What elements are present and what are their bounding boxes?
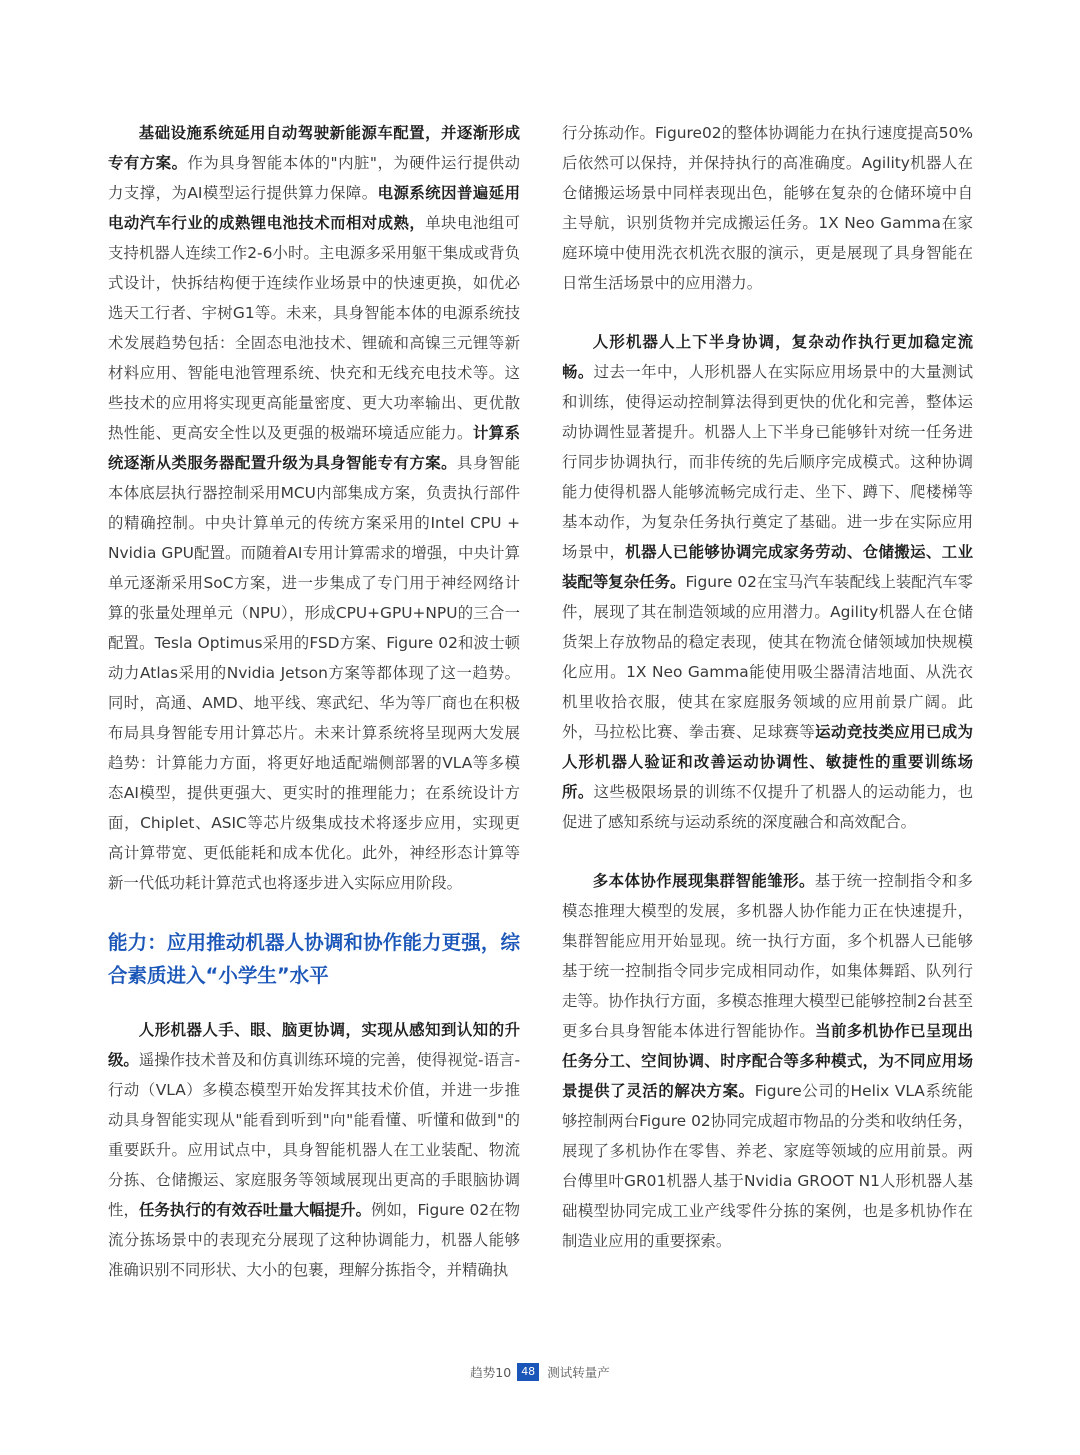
paragraph-body-coordination bbox=[562, 327, 973, 837]
bold-emphasis: 当前多机协作已呈现出任务分工、空间协调、时序配合等多种模式，为不同应用场景提供了灵活的解决方案。 bbox=[562, 1022, 973, 1100]
paragraph-multi-agent bbox=[562, 866, 973, 1256]
bold-lead: 人形机器人上下半身协调，复杂动作执行更加稳定流畅。 bbox=[562, 333, 973, 381]
page-number: 48 bbox=[517, 1363, 539, 1381]
body-text: 遥操作技术普及和仿真训练环境的完善，使得视觉-语言-行动（VLA）多模态模型开始发挥其技术价值，并进一步推动具身智能实现从"能看到听到"向"能看懂、听懂和做到"的重要跃升。应用试点中，具身智能机器人在工业装配、物流分拣、仓储搬运、家庭服务等领域展现出更高的手眼脑协调性， bbox=[108, 1051, 520, 1219]
body-text: 行分拣动作。Figure02的整体协调能力在执行速度提高50%后依然可以保持，并保持执行的高准确度。Agility机器人在仓储搬运场景中同样表现出色，能够在复杂的仓储环境中自主导航，识别货物并完成搬运任务。1X Neo Gamma在家庭环境中使用洗衣机洗衣服的演示，更是展现了具身智能在日常生活场景中的应用潜力。 bbox=[562, 124, 973, 292]
body-text: Figure公司的Helix VLA系统能够控制两台Figure 02协同完成超市物品的分类和收纳任务，展现了多机协作在零售、养老、家庭等领域的应用前景。两台傅里叶GR01机器人基于Nvidia GROOT N1人形机器人基础模型协同完成工业产线零件分拣的案例，也是多机协作在制造业应用的重要探索。 bbox=[562, 1082, 973, 1250]
body-text: Figure 02在宝马汽车装配线上装配汽车零件，展现了其在制造领域的应用潜力。Agility机器人在仓储货架上存放物品的稳定表现，使其在物流仓储领域加快规模化应用。1X Neo Gamma能使用吸尘器清洁地面、从洗衣机里收拾衣服，使其在家庭服务领域的应用前景广阔。此外，马拉松比赛、拳击赛、足球赛等 bbox=[562, 573, 973, 741]
body-text: 单块电池组可支持机器人连续工作2-6小时。主电源多采用躯干集成或背负式设计，快拆结构便于连续作业场景中的快速更换，如优必选天工行者、宇树G1等。未来，具身智能本体的电源系统技术发展趋势包括：全固态电池技术、锂硫和高镍三元锂等新材料应用、智能电池管理系统、快充和无线充电技术等。这些技术的应用将实现更高能量密度、更大功率输出、更优散热性能、更高安全性以及更强的极端环境适应能力。 bbox=[108, 214, 520, 442]
bold-lead: 基础设施系统延用自动驾驶新能源车配置，并逐渐形成专有方案。 bbox=[108, 124, 520, 172]
bold-lead: 人形机器人手、眼、脑更协调，实现从感知到认知的升级。 bbox=[108, 1021, 520, 1069]
footer-section-label: 趋势10 bbox=[470, 1365, 512, 1380]
paragraph-infrastructure bbox=[108, 118, 520, 898]
section-heading: 能力：应用推动机器人协调和协作能力更强，综合素质进入“小学生”水平 bbox=[108, 931, 520, 987]
page-footer bbox=[0, 1362, 1080, 1382]
body-text: 作为具身智能本体的"内脏"，为硬件运行提供动力支撑，为AI模型运行提供算力保障。 bbox=[108, 154, 520, 202]
bold-emphasis: 电源系统因普遍延用电动汽车行业的成熟锂电池技术而相对成熟， bbox=[108, 184, 520, 232]
bold-emphasis: 计算系统逐渐从类服务器配置升级为具身智能专有方案。 bbox=[108, 424, 520, 472]
bold-emphasis: 机器人已能够协调完成家务劳动、仓储搬运、工业装配等复杂任务。 bbox=[562, 543, 973, 591]
paragraph-hand-eye-brain bbox=[108, 1015, 520, 1285]
body-text: 具身智能本体底层执行器控制采用MCU内部集成方案，负责执行部件的精确控制。中央计算单元的传统方案采用的Intel CPU + Nvidia GPU配置。而随着AI专用计算需求的增强，中央计算单元逐渐采用SoC方案，进一步集成了专门用于神经网络计算的张量处理单元（NPU），形成CPU+GPU+NPU的三合一配置。Tesla Optimus采用的FSD方案、Figure 02和波士顿动力Atlas采用的Nvidia Jetson方案等都体现了这一趋势。同时，高通、AMD、地平线、寒武纪、华为等厂商也在积极布局具身智能专用计算芯片。未来计算系统将呈现两大发展趋势：计算能力方面，将更好地适配端侧部署的VLA等多模态AI模型，提供更强大、更实时的推理能力；在系统设计方面，Chiplet、ASIC等芯片级集成技术将逐步应用，实现更高计算带宽、更低能耗和成本优化。此外，神经形态计算等新一代低功耗计算范式也将逐步进入实际应用阶段。 bbox=[108, 454, 520, 892]
bold-lead: 多本体协作展现集群智能雏形。 bbox=[592, 872, 815, 890]
body-text: 基于统一控制指令和多模态推理大模型的发展，多机器人协作能力正在快速提升，集群智能应用开始显现。统一执行方面，多个机器人已能够基于统一控制指令同步完成相同动作，如集体舞蹈、队列行走等。协作执行方面，多模态推理大模型已能够控制2台甚至更多台具身智能本体进行智能协作。 bbox=[562, 872, 973, 1040]
bold-emphasis: 任务执行的有效吞吐量大幅提升。 bbox=[138, 1201, 372, 1219]
footer-topic-label: 测试转量产 bbox=[547, 1365, 610, 1380]
body-text: 这些极限场景的训练不仅提升了机器人的运动能力，也促进了感知系统与运动系统的深度融合和高效配合。 bbox=[562, 783, 973, 831]
body-text: 过去一年中，人形机器人在实际应用场景中的大量测试和训练，使得运动控制算法得到更快的优化和完善，整体运动协调性显著提升。机器人上下半身已能够针对统一任务进行同步协调执行，而非传统的先后顺序完成模式。这种协调能力使得机器人能够流畅完成行走、坐下、蹲下、爬楼梯等基本动作，为复杂任务执行奠定了基础。进一步在实际应用场景中， bbox=[562, 363, 973, 561]
bold-emphasis: 运动竞技类应用已成为人形机器人验证和改善运动协调性、敏捷性的重要训练场所。 bbox=[562, 723, 973, 801]
paragraph-continued bbox=[562, 118, 973, 298]
body-text: 例如，Figure 02在物流分拣场景中的表现充分展现了这种协调能力，机器人能够准确识别不同形状、大小的包裹，理解分拣指令，并精确执 bbox=[108, 1201, 520, 1279]
